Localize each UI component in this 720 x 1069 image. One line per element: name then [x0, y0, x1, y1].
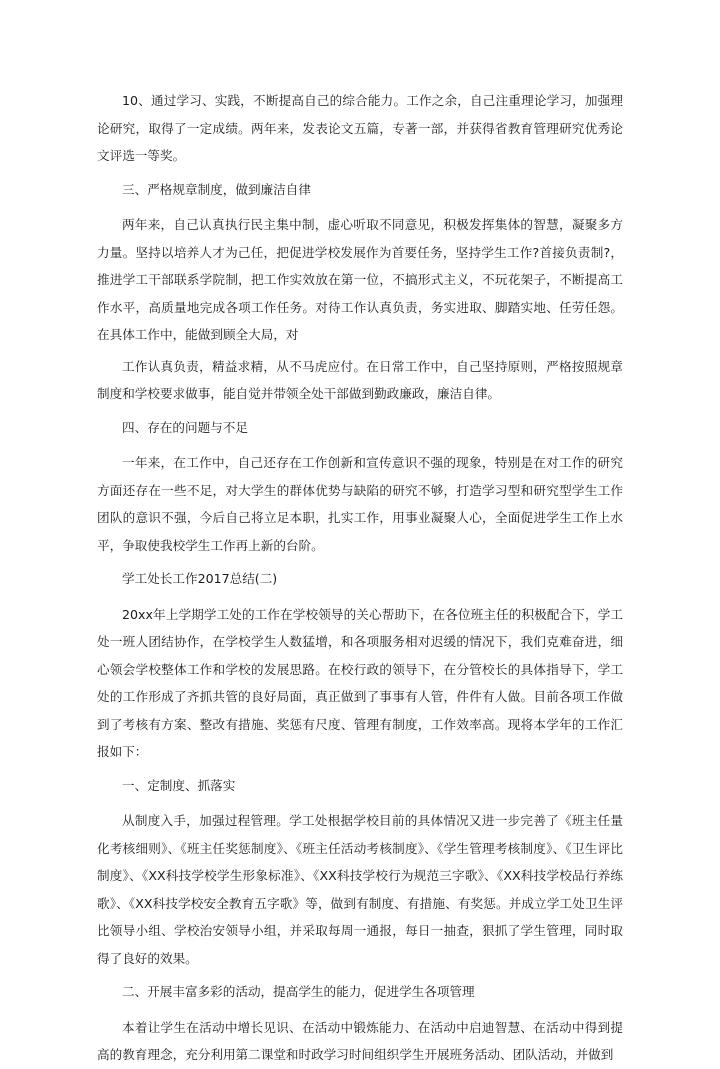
paragraph-shortcomings: 一年来，在工作中，自己还存在工作创新和宣传意识不强的现象，特别是在对工作的研究方面还存在一些不足，对大学生的群体优势与缺陷的研究不够，打造学习型和研究型学生工作团队的意识不强，今后自己将立足本职，扎实工作，用事业凝聚人心，全面促进学生工作上水平，争取使我校学生工作再上新的台阶。	[97, 455, 623, 553]
heading-rules: 一、定制度、抓落实	[122, 777, 236, 793]
heading-activities: 二、开展丰富多彩的活动，提高学生的能力，促进学生各项管理	[122, 984, 475, 999]
heading-summary-two: 学工处长工作2017总结(二)	[122, 571, 278, 586]
heading-discipline: 三、严格规章制度，做到廉洁自律	[122, 181, 311, 197]
paragraph-rules-detail: 从制度入手，加强过程管理。学工处根据学校目前的具体情况又进一步完善了《班主任量化考核细则》、《班主任奖惩制度》、《班主任活动考核制度》、《学生管理考核制度》、《卫生评比制度》、《XX科技学校学生形象标准》、《XX科技学校行为规范三字歌》、《XX科技学校品行养练歌》、《XX科技学校安全教育五字歌》等，做到有制度、有措施、有奖惩。并成立学工处卫生评比领导小组、学校治安领导小组，并采取每周一通报，每日一抽查，狠抓了学生管理，同时取得了良好的效果。	[97, 813, 623, 966]
paragraph-work-attitude: 工作认真负责，精益求精，从不马虎应付。在日常工作中，自己坚持原则，严格按照规章制度和学校要求做事，能自觉并带领全处干部做到勤政廉政，廉洁自律。	[97, 358, 623, 401]
heading-problems: 四、存在的问题与不足	[122, 419, 248, 435]
paragraph-study-practice: 10、通过学习、实践，不断提高自己的综合能力。工作之余，自己注重理论学习，加强理论研究，取得了一定成绩。两年来，发表论文五篇，专著一部，并获得省教育管理研究优秀论文评选一等奖。	[97, 93, 623, 163]
document-body	[97, 87, 623, 1069]
paragraph-semester-overview: 20xx年上学期学工处的工作在学校领导的关心帮助下，在各位班主任的积极配合下，学工处一班人团结协作，在学校学生人数猛增，和各项服务相对迟缓的情况下，我们克难奋进，细心领会学校整体工作和学校的发展思路。在校行政的领导下，在分管校长的具体指导下，学工处的工作形成了齐抓共管的良好局面，真正做到了事事有人管，件件有人做。目前各项工作做到了考核有方案、整改有措施、奖惩有尺度、管理有制度，工作效率高。现将本学年的工作汇报如下：	[97, 606, 623, 759]
paragraph-democratic-centralism: 两年来，自己认真执行民主集中制，虚心听取不同意见，积极发挥集体的智慧，凝聚多方力量。坚持以培养人才为己任，把促进学校发展作为首要任务，坚持学生工作?首接负责制?，推进学工干部联系学院制，把工作实效放在第一位，不搞形式主义，不玩花架子，不断提高工作水平，高质量地完成各项工作任务。对待工作认真负责，务实进取、脚踏实地、任劳任怨。在具体工作中，能做到顾全大局，对	[97, 217, 623, 342]
paragraph-activities-detail: 本着让学生在活动中增长见识、在活动中锻炼能力、在活动中启迪智慧、在活动中得到提高的教育理念，充分利用第二课堂和时政学习时间组织学生开展班务活动、团队活动，并做到	[97, 1019, 623, 1062]
